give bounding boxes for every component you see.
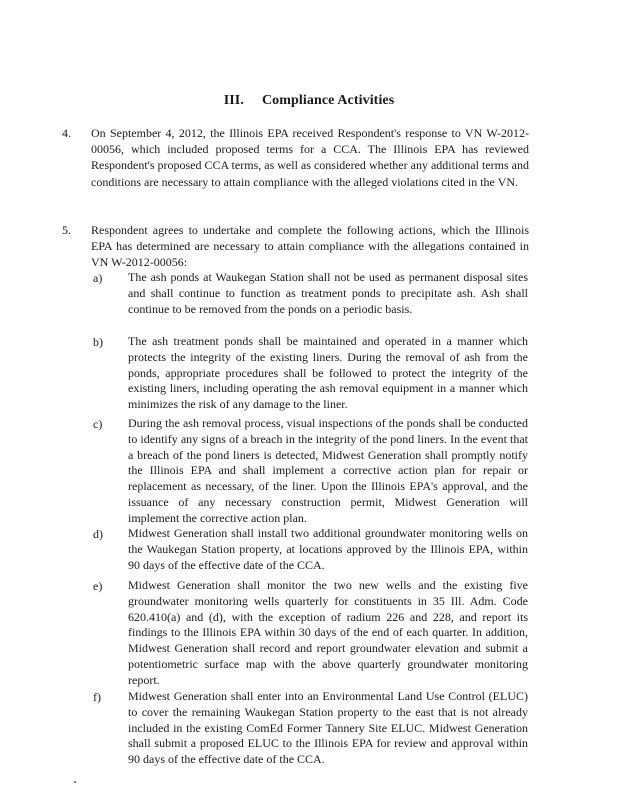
list-item-text: The ash ponds at Waukegan Station shall not be used as permanent disposal sites and shall continue to function as treatment ponds to precipitate ash. Ash shall continue to be removed from the ponds on a periodic basis. xyxy=(128,270,528,316)
scan-speck xyxy=(74,781,76,783)
list-item-text: Midwest Generation shall enter into an Environmental Land Use Control (ELUC) to cover the remaining Waukegan Station property to the east that is not already included in the existing ComEd Former Tannery Site ELUC. Midwest Generation shall submit a proposed ELUC to the Illinois EPA for review and approval within 90 days of the effective date of the CCA. xyxy=(128,689,528,767)
paragraph-number: 5. xyxy=(62,223,71,237)
section-heading xyxy=(0,93,618,109)
section-title: Compliance Activities xyxy=(261,93,395,108)
paragraph-number: 4. xyxy=(62,126,71,140)
list-item-text: During the ash removal process, visual inspections of the ponds shall be conducted to identify any signs of a breach in the integrity of the pond liners. In the event that a breach of the pond liners is detected, Midwest Generation shall promptly notify the Illinois EPA and shall implement a corrective action plan for repair or replacement as necessary, of the liner. Upon the Illinois EPA's approval, and the issuance of any necessary construction permit, Midwest Generation will implement the corrective action plan. xyxy=(128,416,528,525)
list-item-text: Midwest Generation shall install two additional groundwater monitoring wells on the Waukegan Station property, at locations approved by the Illinois EPA, within 90 days of the effective date of the CCA. xyxy=(128,526,528,572)
paragraph-text: Respondent agrees to undertake and complete the following actions, which the Illinois EPA has determined are necessary to attain compliance with the allegations contained in VN W-2012-00056: xyxy=(91,223,529,270)
list-item-label: e) xyxy=(93,579,103,593)
list-item-label: d) xyxy=(93,527,103,541)
list-item-text: Midwest Generation shall monitor the two new wells and the existing five groundwater monitoring wells quarterly for constituents in 35 Ill. Adm. Code 620.410(a) and (d), with the exception of radium 226 and 228, and report its findings to the Illinois EPA within 30 days of the end of each quarter. In addition, Midwest Generation shall record and report groundwater elevation and submit a potentiometric surface map with the above quarterly groundwater monitoring report. xyxy=(128,578,528,687)
section-number: III. xyxy=(223,93,244,108)
list-item-label: b) xyxy=(93,335,103,349)
list-item-text: The ash treatment ponds shall be maintained and operated in a manner which protects the integrity of the existing liners. During the removal of ash from the ponds, appropriate procedures shall be followed to protect the integrity of the existing liners, including operating the ash removal equipment in a manner which minimizes the risk of any damage to the liner. xyxy=(128,334,528,412)
list-item-label: a) xyxy=(93,271,103,285)
paragraph-text: On September 4, 2012, the Illinois EPA received Respondent's response to VN W-2012-00056, which included proposed terms for a CCA. The Illinois EPA has reviewed Respondent's proposed CCA terms, as well as considered whether any additional terms and conditions are necessary to attain compliance with the alleged violations cited in the VN. xyxy=(91,126,529,189)
list-item-label: f) xyxy=(93,690,101,704)
list-item-label: c) xyxy=(93,417,103,431)
